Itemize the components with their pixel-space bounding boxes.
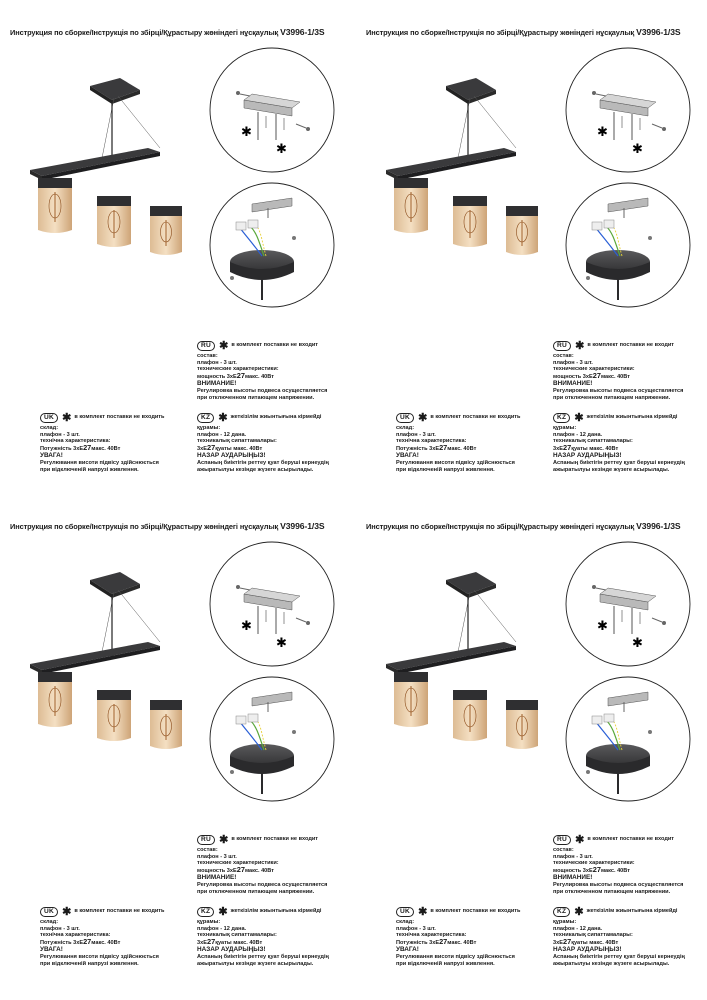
instruction-panel-1 — [0, 0, 353, 500]
instruction-title: Инструкция по сборке/Інструкція по збірці/Құрастыру жөніндегі нұсқаулық V3996-1/3S — [366, 521, 681, 531]
ru-badge: RU — [553, 835, 571, 845]
svg-text:✱: ✱ — [241, 619, 252, 634]
svg-text:✱: ✱ — [276, 636, 287, 651]
canopy-wiring-icon — [566, 677, 690, 801]
ru-badge: RU — [197, 835, 215, 845]
model-code: V3996-1/3S — [280, 521, 325, 531]
ru-info-block: RU ✱ в комплект поставки не входит состав: плафон - 3 шт. технические характеристики: мощность 3хЕ27макс. 40Вт ВНИМАНИЕ! Регулировка высоты подвеса осуществляется при отключенном питающем напряжении. — [553, 833, 684, 895]
asterisk-icon: ✱ — [575, 339, 585, 352]
instruction-title: Инструкция по сборке/Інструкція по збірці/Құрастыру жөніндегі нұсқаулық V3996-1/3S — [10, 27, 325, 37]
asterisk-icon: ✱ — [574, 411, 584, 424]
asterisk-icon: ✱ — [219, 339, 229, 352]
ru-info-block: RU ✱ в комплект поставки не входит состав: плафон - 3 шт. технические характеристики: мощность 3хЕ27макс. 40Вт ВНИМАНИЕ! Регулировка высоты подвеса осуществляется при отключенном питающем напряжении. — [197, 339, 328, 401]
uk-badge: UK — [40, 907, 58, 917]
uk-info-block: UK ✱ в комплект поставки не входить склад: плафон - 3 шт. технічна характеристика: Потужність 3хЕ27макс. 40Вт УВАГА! Регулювання висоти підвісу здійснюється при відключеній напрузі живлення. — [396, 411, 521, 473]
ru-info-block: RU ✱ в комплект поставки не входит состав: плафон - 3 шт. технические характеристики: мощность 3хЕ27макс. 40Вт ВНИМАНИЕ! Регулировка высоты подвеса осуществляется при отключенном питающем напряжении. — [553, 339, 684, 401]
asterisk-icon: ✱ — [62, 411, 72, 424]
uk-badge: UK — [396, 413, 414, 423]
kz-badge: KZ — [553, 413, 570, 423]
uk-info-block: UK ✱ в комплект поставки не входить склад: плафон - 3 шт. технічна характеристика: Потужність 3хЕ27макс. 40Вт УВАГА! Регулювання висоти підвісу здійснюється при відключеній напрузі живлення. — [396, 905, 521, 967]
pendant-lamp-icon — [30, 572, 182, 749]
kz-info-block: KZ ✱ жеткізілім жиынтығына кірмейді құрамы: плафон - 12 дана. техникалық сипаттамалары: 3хЕ27қуаты макс. 40Вт НАЗАР АУДАРЫҢЫЗ! Аспаның биіктігін реттеу қуат беруші кернеудің ажыратылуы кезінде жүзеге асырылады. — [553, 411, 685, 473]
model-code: V3996-1/3S — [636, 27, 681, 37]
ru-info-block: RU ✱ в комплект поставки не входит состав: плафон - 3 шт. технические характеристики: мощность 3хЕ27макс. 40Вт ВНИМАНИЕ! Регулировка высоты подвеса осуществляется при отключенном питающем напряжении. — [197, 833, 328, 895]
pendant-lamp-icon — [386, 572, 538, 749]
canopy-wiring-icon — [210, 183, 334, 307]
fixture-illustration — [0, 0, 353, 330]
uk-badge: UK — [396, 907, 414, 917]
asterisk-icon: ✱ — [219, 833, 229, 846]
asterisk-icon: ✱ — [574, 905, 584, 918]
svg-text:✱: ✱ — [276, 142, 287, 157]
asterisk-icon: ✱ — [418, 411, 428, 424]
ru-badge: RU — [197, 341, 215, 351]
kz-badge: KZ — [553, 907, 570, 917]
model-code: V3996-1/3S — [280, 27, 325, 37]
instruction-title: Инструкция по сборке/Інструкція по збірці/Құрастыру жөніндегі нұсқаулық V3996-1/3S — [366, 27, 681, 37]
fixture-illustration — [356, 494, 707, 824]
uk-info-block: UK ✱ в комплект поставки не входить склад: плафон - 3 шт. технічна характеристика: Потужність 3хЕ27макс. 40Вт УВАГА! Регулювання висоти підвісу здійснюється при відключеній напрузі живлення. — [40, 411, 165, 473]
svg-text:✱: ✱ — [632, 636, 643, 651]
canopy-wiring-icon — [566, 183, 690, 307]
mounting-bracket-icon — [566, 48, 690, 172]
kz-info-block: KZ ✱ жеткізілім жиынтығына кірмейді құрамы: плафон - 12 дана. техникалық сипаттамалары: 3хЕ27қуаты макс. 40Вт НАЗАР АУДАРЫҢЫЗ! Аспаның биіктігін реттеу қуат беруші кернеудің ажыратылуы кезінде жүзеге асырылады. — [197, 411, 329, 473]
svg-text:✱: ✱ — [241, 125, 252, 140]
kz-badge: KZ — [197, 907, 214, 917]
mounting-bracket-icon — [210, 48, 334, 172]
fixture-illustration — [356, 0, 707, 330]
ru-badge: RU — [553, 341, 571, 351]
asterisk-icon: ✱ — [418, 905, 428, 918]
asterisk-icon: ✱ — [62, 905, 72, 918]
uk-badge: UK — [40, 413, 58, 423]
asterisk-icon: ✱ — [218, 905, 228, 918]
svg-text:✱: ✱ — [632, 142, 643, 157]
instruction-panel-2 — [356, 0, 707, 500]
pendant-lamp-icon — [386, 78, 538, 255]
fixture-illustration — [0, 494, 353, 824]
svg-text:✱: ✱ — [597, 619, 608, 634]
kz-badge: KZ — [197, 413, 214, 423]
pendant-lamp-icon — [30, 78, 182, 255]
model-code: V3996-1/3S — [636, 521, 681, 531]
instruction-panel-4 — [356, 494, 707, 994]
uk-info-block: UK ✱ в комплект поставки не входить склад: плафон - 3 шт. технічна характеристика: Потужність 3хЕ27макс. 40Вт УВАГА! Регулювання висоти підвісу здійснюється при відключеній напрузі живлення. — [40, 905, 165, 967]
canopy-wiring-icon — [210, 677, 334, 801]
asterisk-icon: ✱ — [575, 833, 585, 846]
kz-info-block: KZ ✱ жеткізілім жиынтығына кірмейді құрамы: плафон - 12 дана. техникалық сипаттамалары: 3хЕ27қуаты макс. 40Вт НАЗАР АУДАРЫҢЫЗ! Аспаның биіктігін реттеу қуат беруші кернеудің ажыратылуы кезінде жүзеге асырылады. — [553, 905, 685, 967]
instruction-title: Инструкция по сборке/Інструкція по збірці/Құрастыру жөніндегі нұсқаулық V3996-1/3S — [10, 521, 325, 531]
instruction-panel-3 — [0, 494, 353, 994]
mounting-bracket-icon — [566, 542, 690, 666]
svg-text:✱: ✱ — [597, 125, 608, 140]
asterisk-icon: ✱ — [218, 411, 228, 424]
kz-info-block: KZ ✱ жеткізілім жиынтығына кірмейді құрамы: плафон - 12 дана. техникалық сипаттамалары: 3хЕ27қуаты макс. 40Вт НАЗАР АУДАРЫҢЫЗ! Аспаның биіктігін реттеу қуат беруші кернеудің ажыратылуы кезінде жүзеге асырылады. — [197, 905, 329, 967]
mounting-bracket-icon — [210, 542, 334, 666]
